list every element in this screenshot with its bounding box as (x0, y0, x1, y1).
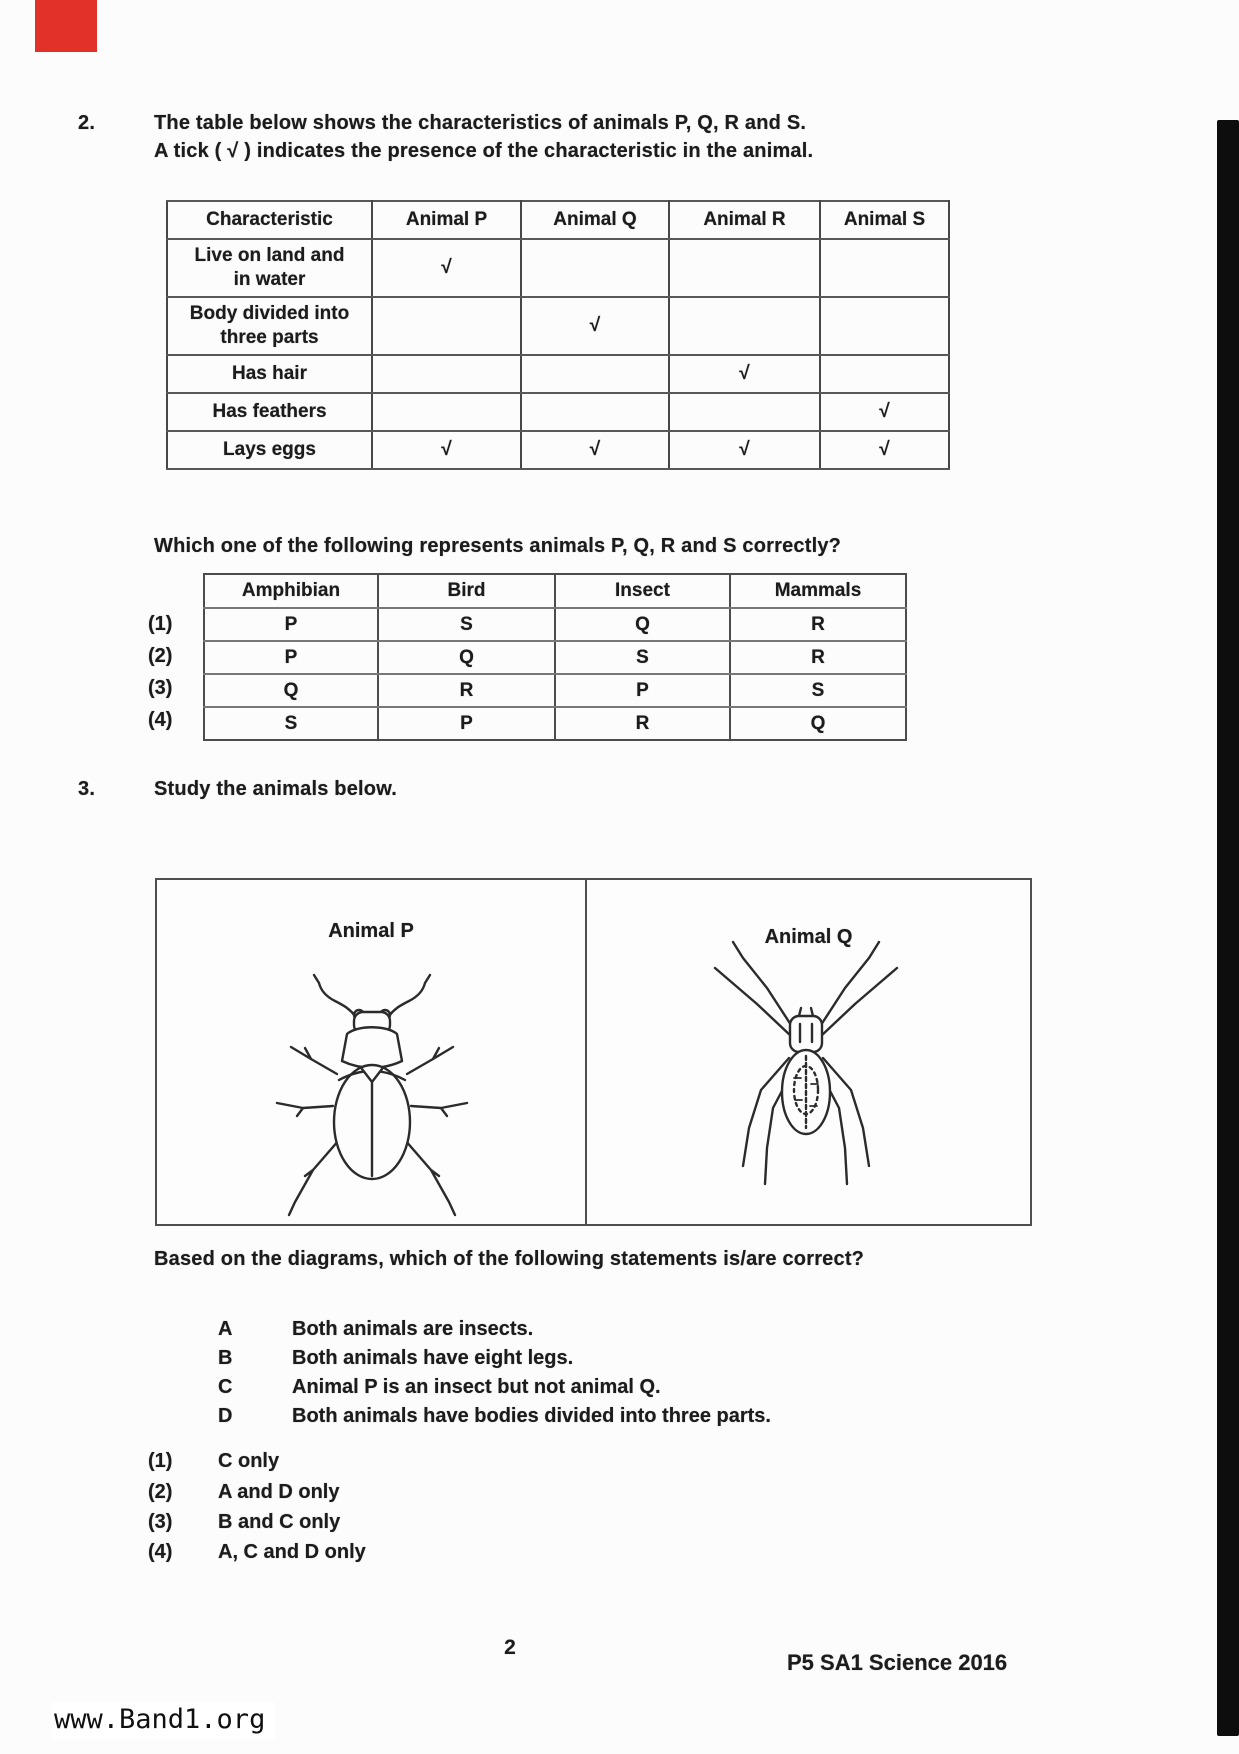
q3-option-label: (2) (148, 1481, 173, 1503)
char-row-lays-eggs (167, 431, 949, 469)
q3-option-label: (1) (148, 1450, 173, 1472)
statement-d (218, 1405, 771, 1428)
char-row-live-on-land (167, 239, 949, 297)
empty-cell (669, 239, 820, 297)
char-row-has-feathers (167, 393, 949, 431)
opt-cell: P (204, 608, 378, 641)
q3-option-3 (148, 1511, 340, 1534)
empty-cell (372, 297, 521, 355)
beetle-drawing (247, 962, 497, 1217)
page-number: 2 (504, 1636, 516, 1659)
statement-letter: C (218, 1376, 233, 1398)
tick-cell-s: √ (820, 431, 949, 469)
char-row-has-hair (167, 355, 949, 393)
option-row-label-3: (3) (148, 677, 173, 699)
animal-p-label: Animal P (328, 920, 414, 942)
option-row-label-2: (2) (148, 645, 173, 667)
opt-cell: Q (555, 608, 730, 641)
option-row-label-4: (4) (148, 709, 173, 731)
opt-table-header-row (204, 574, 906, 608)
opt-row-3 (204, 674, 906, 707)
char-label: Body divided into three parts (167, 297, 372, 355)
animals-figure (155, 878, 1032, 1226)
char-label: Lays eggs (167, 431, 372, 469)
statement-letter: D (218, 1405, 233, 1427)
empty-cell (372, 393, 521, 431)
opt-cell: P (204, 641, 378, 674)
opt-header-amphibian: Amphibian (204, 574, 378, 608)
tick-cell-q: √ (521, 297, 669, 355)
characteristics-table (166, 200, 950, 470)
statement-text: Both animals are insects. (292, 1318, 534, 1340)
red-corner-mark (35, 0, 97, 52)
q2-number: 2. (78, 112, 96, 134)
option-row-label-1: (1) (148, 613, 173, 635)
char-label: Live on land and in water (167, 239, 372, 297)
empty-cell (521, 393, 669, 431)
empty-cell (372, 355, 521, 393)
q3-option-text: C only (218, 1450, 280, 1472)
empty-cell (820, 355, 949, 393)
char-label: Has feathers (167, 393, 372, 431)
scan-edge-bar (1217, 120, 1239, 1736)
char-header-characteristic: Characteristic (167, 201, 372, 239)
tick-cell-r: √ (669, 431, 820, 469)
empty-cell (669, 297, 820, 355)
char-table-header-row (167, 201, 949, 239)
q3-option-2 (148, 1481, 339, 1504)
tick-cell-p: √ (372, 239, 521, 297)
q3-number: 3. (78, 778, 96, 800)
opt-cell: P (555, 674, 730, 707)
empty-cell (669, 393, 820, 431)
opt-cell: R (555, 707, 730, 740)
empty-cell (820, 239, 949, 297)
opt-cell: R (378, 674, 555, 707)
char-row-body-divided (167, 297, 949, 355)
char-header-animal-p: Animal P (372, 201, 521, 239)
statement-text: Both animals have bodies divided into three parts. (292, 1405, 771, 1427)
statement-c (218, 1376, 661, 1399)
opt-header-mammals: Mammals (730, 574, 906, 608)
q3-option-label: (4) (148, 1541, 173, 1563)
q2-question: Which one of the following represents animals P, Q, R and S correctly? (154, 535, 842, 557)
opt-row-4 (204, 707, 906, 740)
tick-cell-s: √ (820, 393, 949, 431)
opt-cell: Q (378, 641, 555, 674)
statement-letter: B (218, 1347, 233, 1369)
opt-cell: P (378, 707, 555, 740)
q3-option-label: (3) (148, 1511, 173, 1533)
statement-letter: A (218, 1318, 233, 1340)
opt-cell: R (730, 641, 906, 674)
statement-text: Both animals have eight legs. (292, 1347, 574, 1369)
q3-question: Based on the diagrams, which of the following statements is/are correct? (154, 1248, 865, 1270)
animal-q-label: Animal Q (764, 926, 853, 948)
opt-cell: R (730, 608, 906, 641)
opt-cell: S (555, 641, 730, 674)
opt-row-2 (204, 641, 906, 674)
q3-option-4 (148, 1541, 366, 1564)
watermark-url: www.Band1.org (52, 1702, 275, 1739)
spider-drawing (681, 932, 931, 1204)
char-header-animal-q: Animal Q (521, 201, 669, 239)
q3-option-text: B and C only (218, 1511, 341, 1533)
opt-cell: Q (204, 674, 378, 707)
q3-intro: Study the animals below. (154, 778, 397, 800)
statement-b (218, 1347, 573, 1370)
tick-cell-q: √ (521, 431, 669, 469)
opt-header-insect: Insect (555, 574, 730, 608)
char-label: Has hair (167, 355, 372, 393)
footer-paper-title: P5 SA1 Science 2016 (787, 1650, 1008, 1675)
opt-row-1 (204, 608, 906, 641)
q3-option-text: A and D only (218, 1481, 340, 1503)
q2-options-table (203, 573, 907, 741)
q2-intro-line2: A tick ( √ ) indicates the presence of the characteristic in the animal. (154, 140, 814, 162)
char-header-animal-s: Animal S (820, 201, 949, 239)
empty-cell (521, 355, 669, 393)
opt-cell: S (204, 707, 378, 740)
opt-cell: S (730, 674, 906, 707)
q3-option-text: A, C and D only (218, 1541, 366, 1563)
empty-cell (820, 297, 949, 355)
q3-option-1 (148, 1450, 279, 1473)
tick-cell-p: √ (372, 431, 521, 469)
char-header-animal-r: Animal R (669, 201, 820, 239)
opt-header-bird: Bird (378, 574, 555, 608)
empty-cell (521, 239, 669, 297)
q2-intro-line1: The table below shows the characteristics of animals P, Q, R and S. (154, 112, 807, 134)
tick-cell-r: √ (669, 355, 820, 393)
statement-a (218, 1318, 533, 1341)
opt-cell: S (378, 608, 555, 641)
statement-text: Animal P is an insect but not animal Q. (292, 1376, 661, 1398)
opt-cell: Q (730, 707, 906, 740)
